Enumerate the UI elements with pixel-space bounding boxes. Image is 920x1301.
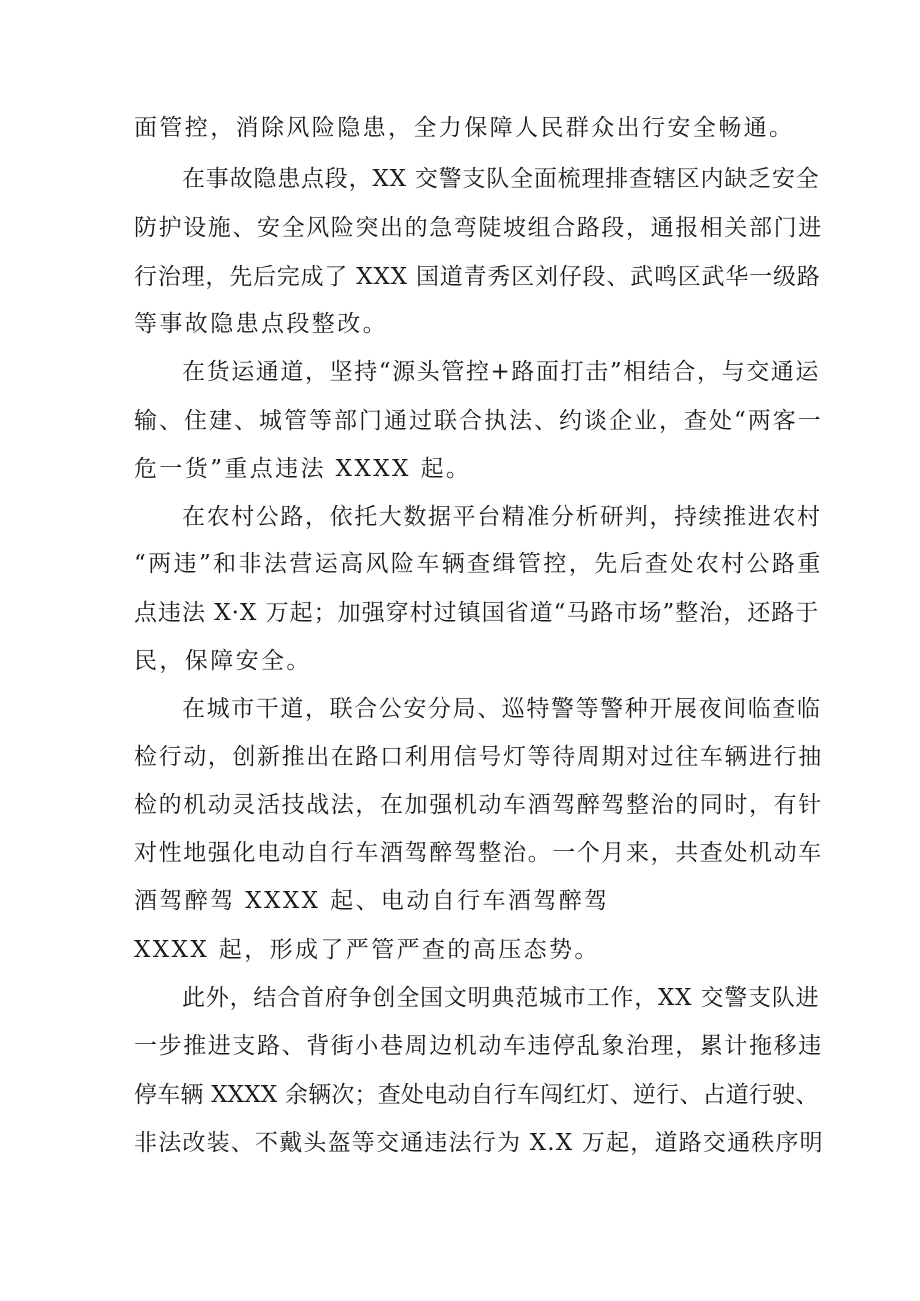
text-line: 防护设施、安全风险突出的急弯陡坡组合路段，通报相关部门进	[134, 215, 823, 241]
text-line: 对性地强化电动自行车酒驾醉驾整治。一个月来，共查处机动车	[134, 840, 823, 866]
text-line: 危一货”重点违法 XXXX 起。	[134, 456, 472, 482]
text-line: 点违法 X·X 万起；加强穿村过镇国省道“马路市场”整治，还路于	[134, 600, 820, 626]
paragraph-first-line: 此外，结合首府争创全国文明典范城市工作，XX 交警支队进	[182, 985, 820, 1011]
text-line: 一步推进支路、背街小巷周边机动车违停乱象治理，累计拖移违	[134, 1033, 823, 1059]
paragraph-first-line: 在货运通道，坚持“源头管控+路面打击”相结合，与交通运	[182, 359, 820, 385]
text-line: 等事故隐患点段整改。	[134, 311, 388, 337]
text-line: 检的机动灵活技战法，在加强机动车酒驾醉驾整治的同时，有针	[134, 792, 823, 818]
text-line: 酒驾醉驾 XXXX 起、电动自行车酒驾醉驾	[134, 888, 610, 914]
paragraph-first-line: 在城市干道，联合公安分局、巡特警等警种开展夜间临查临	[182, 696, 822, 722]
text-line: 非法改装、不戴头盔等交通违法行为 X.X 万起，道路交通秩序明	[134, 1130, 824, 1156]
text-line: 行治理，先后完成了 XXX 国道青秀区刘仔段、武鸣区武华一级路	[134, 264, 821, 290]
text-line: 停车辆 XXXX 余辆次；查处电动自行车闯红灯、逆行、占道行驶、	[134, 1082, 819, 1108]
text-line: “两违”和非法营运高风险车辆查缉管控，先后查处农村公路重	[134, 551, 823, 577]
text-line: 民，保障安全。	[134, 648, 312, 674]
text-line: 检行动，创新推出在路口利用信号灯等待周期对过往车辆进行抽	[134, 744, 823, 770]
text-line: 面管控，消除风险隐患，全力保障人民群众出行安全畅通。	[134, 115, 795, 141]
paragraph-first-line: 在农村公路，依托大数据平台精准分析研判，持续推进农村	[182, 504, 822, 530]
text-line: XXXX 起，形成了严管严查的高压态势。	[134, 937, 600, 963]
paragraph-first-line: 在事故隐患点段，XX 交警支队全面梳理排查辖区内缺乏安全	[182, 166, 820, 192]
text-line: 输、住建、城管等部门通过联合执法、约谈企业，查处“两客一	[134, 408, 823, 434]
